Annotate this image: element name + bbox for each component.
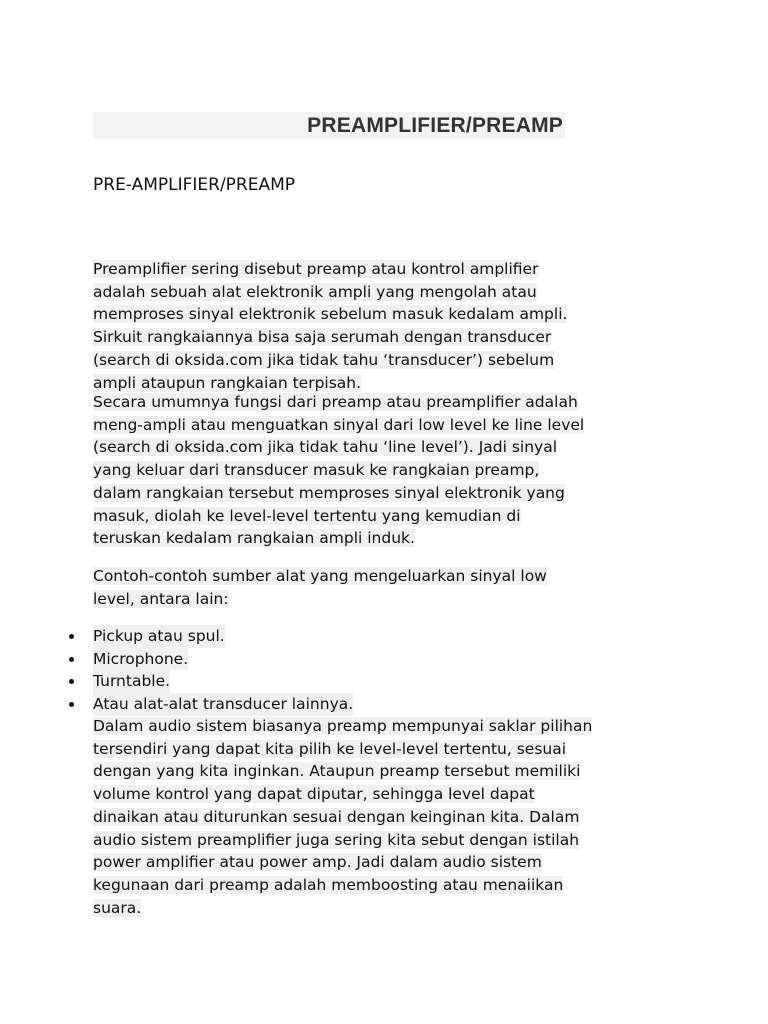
text-line: adalah sebuah alat elektronik ampli yang mengolah atau <box>93 282 537 301</box>
text-line: Sirkuit rangkaiannya bisa saja serumah dengan transducer <box>93 328 552 347</box>
text-line: Preamplifier sering disebut preamp atau kontrol amplifier <box>93 260 539 278</box>
paragraph-function <box>93 391 675 550</box>
bullet-icon <box>69 634 74 639</box>
paragraph-sources-intro <box>93 565 675 610</box>
page-title: PREAMPLIFIER/PREAMP <box>307 114 563 137</box>
text-line: dalam rangkaian tersebut memproses sinyal elektronik yang <box>93 483 565 502</box>
bullet-icon <box>69 702 74 707</box>
text-line: memproses sinyal elektronik sebelum masuk kedalam ampli. <box>93 305 568 324</box>
text-line: tersendiri yang dapat kita pilih ke level-level tertentu, sesuai <box>93 739 567 758</box>
list-item-text: Microphone. <box>93 648 188 671</box>
text-line: Contoh-contoh sumber alat yang mengeluarkan sinyal low <box>93 567 547 585</box>
list-item <box>60 648 675 671</box>
source-list <box>60 625 675 716</box>
text-line: (search di oksida.com jika tidak tahu ‘line level’). Jadi sinyal <box>93 438 558 457</box>
text-line: Secara umumnya fungsi dari preamp atau preamplifier adalah <box>93 393 578 411</box>
text-line: level, antara lain: <box>93 589 229 608</box>
list-item-text: Atau alat-alat transducer lainnya. <box>93 693 353 716</box>
text-line: yang keluar dari transducer masuk ke rangkaian preamp, <box>93 461 540 480</box>
text-line: masuk, diolah ke level-level tertentu yang kemudian di <box>93 506 521 525</box>
list-item <box>60 670 675 693</box>
text-line: meng-ampli atau menguatkan sinyal dari low level ke line level <box>93 415 585 434</box>
text-line: dengan yang kita inginkan. Ataupun preamp tersebut memiliki <box>93 762 581 781</box>
bullet-icon <box>69 657 74 662</box>
bullet-icon <box>69 679 74 684</box>
list-item-text: Pickup atau spul. <box>93 625 225 648</box>
list-item <box>60 693 675 716</box>
paragraph-audio-system <box>93 715 675 919</box>
text-line: Dalam audio sistem biasanya preamp mempunyai saklar pilihan <box>93 717 593 735</box>
page-subtitle: PRE-AMPLIFIER/PREAMP <box>93 175 296 195</box>
text-line: teruskan kedalam rangkaian ampli induk. <box>93 529 415 548</box>
paragraph-intro <box>93 258 675 394</box>
text-line: dinaikan atau diturunkan sesuai dengan keinginan kita. Dalam <box>93 807 580 826</box>
list-item-text: Turntable. <box>93 670 170 693</box>
list-item <box>60 625 675 648</box>
text-line: ampli ataupun rangkaian terpisah. <box>93 373 362 392</box>
text-line: audio sistem preamplifier juga sering kita sebut dengan istilah <box>93 830 580 849</box>
text-line: (search di oksida.com jika tidak tahu ‘transducer’) sebelum <box>93 350 555 369</box>
text-line: kegunaan dari preamp adalah memboosting atau menaiikan <box>93 875 564 894</box>
text-line: suara. <box>93 898 142 917</box>
text-line: power amplifier atau power amp. Jadi dalam audio sistem <box>93 853 542 872</box>
text-line: volume kontrol yang dapat diputar, sehingga level dapat <box>93 785 535 804</box>
